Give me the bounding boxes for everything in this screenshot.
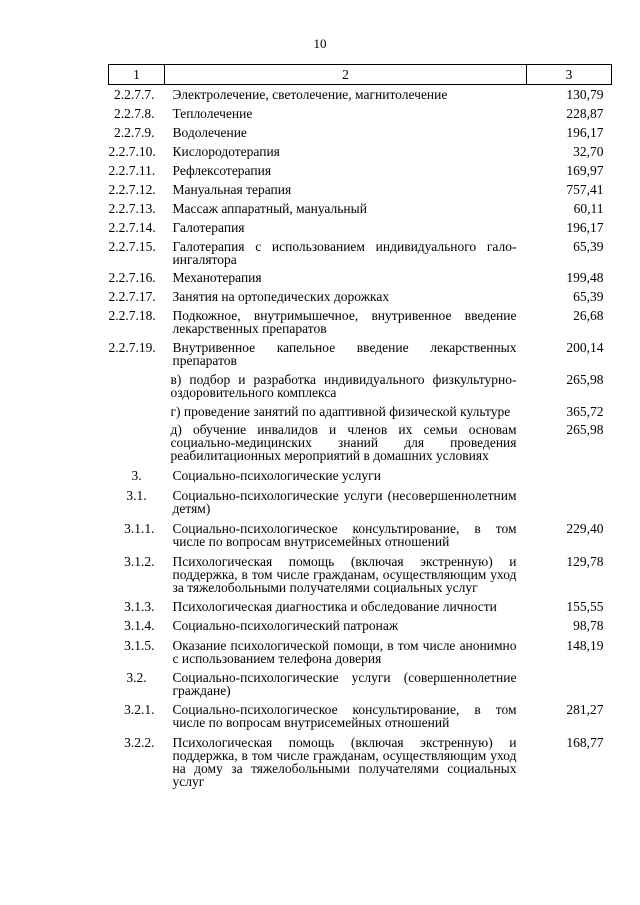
table-header	[109, 65, 612, 85]
table-row	[109, 482, 612, 515]
row-price: 60,11	[573, 201, 604, 216]
table-row	[109, 462, 612, 482]
table-row	[109, 399, 612, 418]
table-row	[109, 120, 612, 139]
row-number: 3.1.5.	[124, 638, 155, 653]
row-service-name: Внутривенное капельное введение лекарственных препаратов	[172, 340, 517, 368]
row-price: 196,17	[566, 125, 604, 140]
table-row	[109, 139, 612, 158]
row-number: 3.1.4.	[124, 618, 155, 633]
table-row	[109, 266, 612, 284]
table-row	[109, 215, 612, 234]
row-number: 2.2.7.8.	[114, 106, 155, 121]
table-row	[109, 234, 612, 266]
row-price: 229,40	[566, 521, 604, 536]
row-service-name: д) обучение инвалидов и членов их семьи основам социально-медицинских знаний для проведения реабилитационных мероприятий в домашних условиях	[170, 422, 517, 463]
row-number: 2.2.7.12.	[108, 182, 156, 197]
row-price: 199,48	[566, 270, 604, 285]
row-number	[109, 418, 165, 462]
table-row	[109, 101, 612, 120]
row-service-name: в) подбор и разработка индивидуального физкультурно-оздоровительного комплекса	[170, 372, 517, 400]
row-price: 281,27	[566, 702, 604, 717]
row-number: 3.1.3.	[124, 599, 155, 614]
row-price	[527, 482, 612, 515]
table-row	[109, 697, 612, 729]
row-service-name: Социально-психологические услуги (совершеннолетние граждане)	[172, 670, 517, 698]
table-row	[109, 613, 612, 632]
row-service-name: Занятия на ортопедических дорожках	[172, 289, 390, 304]
row-service-name: Рефлексотерапия	[172, 163, 272, 178]
table-row	[109, 729, 612, 788]
table-row	[109, 665, 612, 697]
row-number: 3.1.	[126, 488, 147, 503]
row-number: 3.2.2.	[124, 735, 155, 750]
row-price: 265,98	[566, 372, 604, 387]
row-price: 65,39	[573, 289, 604, 304]
table-row	[109, 632, 612, 665]
column-header-1: 1	[109, 65, 165, 85]
row-number: 2.2.7.10.	[108, 144, 156, 159]
row-number: 2.2.7.11.	[108, 163, 156, 178]
row-service-name: Психологическая диагностика и обследование личности	[172, 599, 497, 614]
row-number: 2.2.7.13.	[108, 201, 156, 216]
table-row	[109, 284, 612, 303]
table-row	[109, 594, 612, 613]
row-number: 3.1.2.	[124, 554, 155, 569]
row-number: 2.2.7.16.	[108, 270, 156, 285]
row-price: 365,72	[566, 404, 604, 419]
row-service-name: Теплолечение	[172, 106, 253, 121]
column-header-2: 2	[165, 65, 527, 85]
row-service-name: Механотерапия	[172, 270, 262, 285]
row-price: 32,70	[573, 144, 604, 159]
row-price: 200,14	[566, 340, 604, 355]
row-price	[527, 462, 612, 482]
column-header-3: 3	[527, 65, 612, 85]
row-number: 2.2.7.15.	[108, 239, 156, 254]
row-price: 130,79	[566, 87, 604, 102]
row-service-name: Массаж аппаратный, мануальный	[172, 201, 367, 216]
row-number: 3.1.1.	[124, 521, 155, 536]
table-row	[109, 158, 612, 177]
row-price: 196,17	[566, 220, 604, 235]
row-service-name: Социально-психологические услуги (несовершеннолетним детям)	[172, 488, 517, 516]
row-price: 65,39	[573, 239, 604, 254]
row-service-name: Водолечение	[172, 125, 247, 140]
table-row	[109, 85, 612, 102]
row-service-name: г) проведение занятий по адаптивной физической культуре	[170, 404, 511, 419]
row-price: 129,78	[566, 554, 604, 569]
table-row	[109, 367, 612, 399]
table-row	[109, 177, 612, 196]
row-number: 2.2.7.18.	[108, 308, 156, 323]
row-number: 2.2.7.9.	[114, 125, 155, 140]
table-row	[109, 548, 612, 594]
row-price: 228,87	[566, 106, 604, 121]
page-number: 10	[313, 36, 327, 51]
row-price: 26,68	[573, 308, 604, 323]
row-service-name: Кислородотерапия	[172, 144, 280, 159]
row-number: 3.	[131, 468, 142, 483]
row-number	[109, 367, 165, 399]
row-service-name: Оказание психологической помощи, в том числе анонимно с использованием телефона доверия	[172, 638, 517, 666]
row-service-name: Галотерапия с использованием индивидуального гало-ингалятора	[172, 239, 517, 267]
row-service-name: Галотерапия	[172, 220, 245, 235]
row-service-name: Психологическая помощь (включая экстренную) и поддержка, в том числе гражданам, осуществляющим уход за тяжелобольными получателями социальных услуг	[172, 554, 517, 595]
row-service-name: Социально-психологическое консультирование, в том числе по вопросам внутрисемейных отношений	[172, 521, 517, 549]
table-row	[109, 515, 612, 548]
row-service-name: Социально-психологическое консультирование, в том числе по вопросам внутрисемейных отношений	[172, 702, 517, 730]
row-price: 169,97	[566, 163, 604, 178]
row-service-name: Мануальная терапия	[172, 182, 292, 197]
row-service-name: Социально-психологические услуги	[172, 468, 381, 483]
row-number: 2.2.7.7.	[114, 87, 155, 102]
table-row	[109, 303, 612, 335]
row-number	[109, 399, 165, 418]
tariff-table	[108, 64, 612, 788]
row-service-name: Подкожное, внутримышечное, внутривенное введение лекарственных препаратов	[172, 308, 517, 336]
row-service-name: Социально-психологический патронаж	[172, 618, 399, 633]
table-row	[109, 196, 612, 215]
table-row	[109, 418, 612, 462]
row-number: 2.2.7.19.	[108, 340, 156, 355]
row-price: 168,77	[566, 735, 604, 750]
row-price: 265,98	[566, 422, 604, 437]
table-row	[109, 335, 612, 367]
row-number: 3.2.	[126, 670, 147, 685]
row-price: 757,41	[566, 182, 604, 197]
row-number: 3.2.1.	[124, 702, 155, 717]
row-number: 2.2.7.14.	[108, 220, 156, 235]
row-service-name: Психологическая помощь (включая экстренную) и поддержка, в том числе гражданам, осуществляющим уход на дому за тяжелобольными получателями социальных услуг	[172, 735, 517, 789]
row-number: 2.2.7.17.	[108, 289, 156, 304]
row-price: 148,19	[566, 638, 604, 653]
row-price	[527, 665, 612, 697]
row-price: 155,55	[566, 599, 604, 614]
row-service-name: Электролечение, светолечение, магнитолечение	[172, 87, 448, 102]
table-body	[109, 85, 612, 789]
row-price: 98,78	[573, 618, 604, 633]
